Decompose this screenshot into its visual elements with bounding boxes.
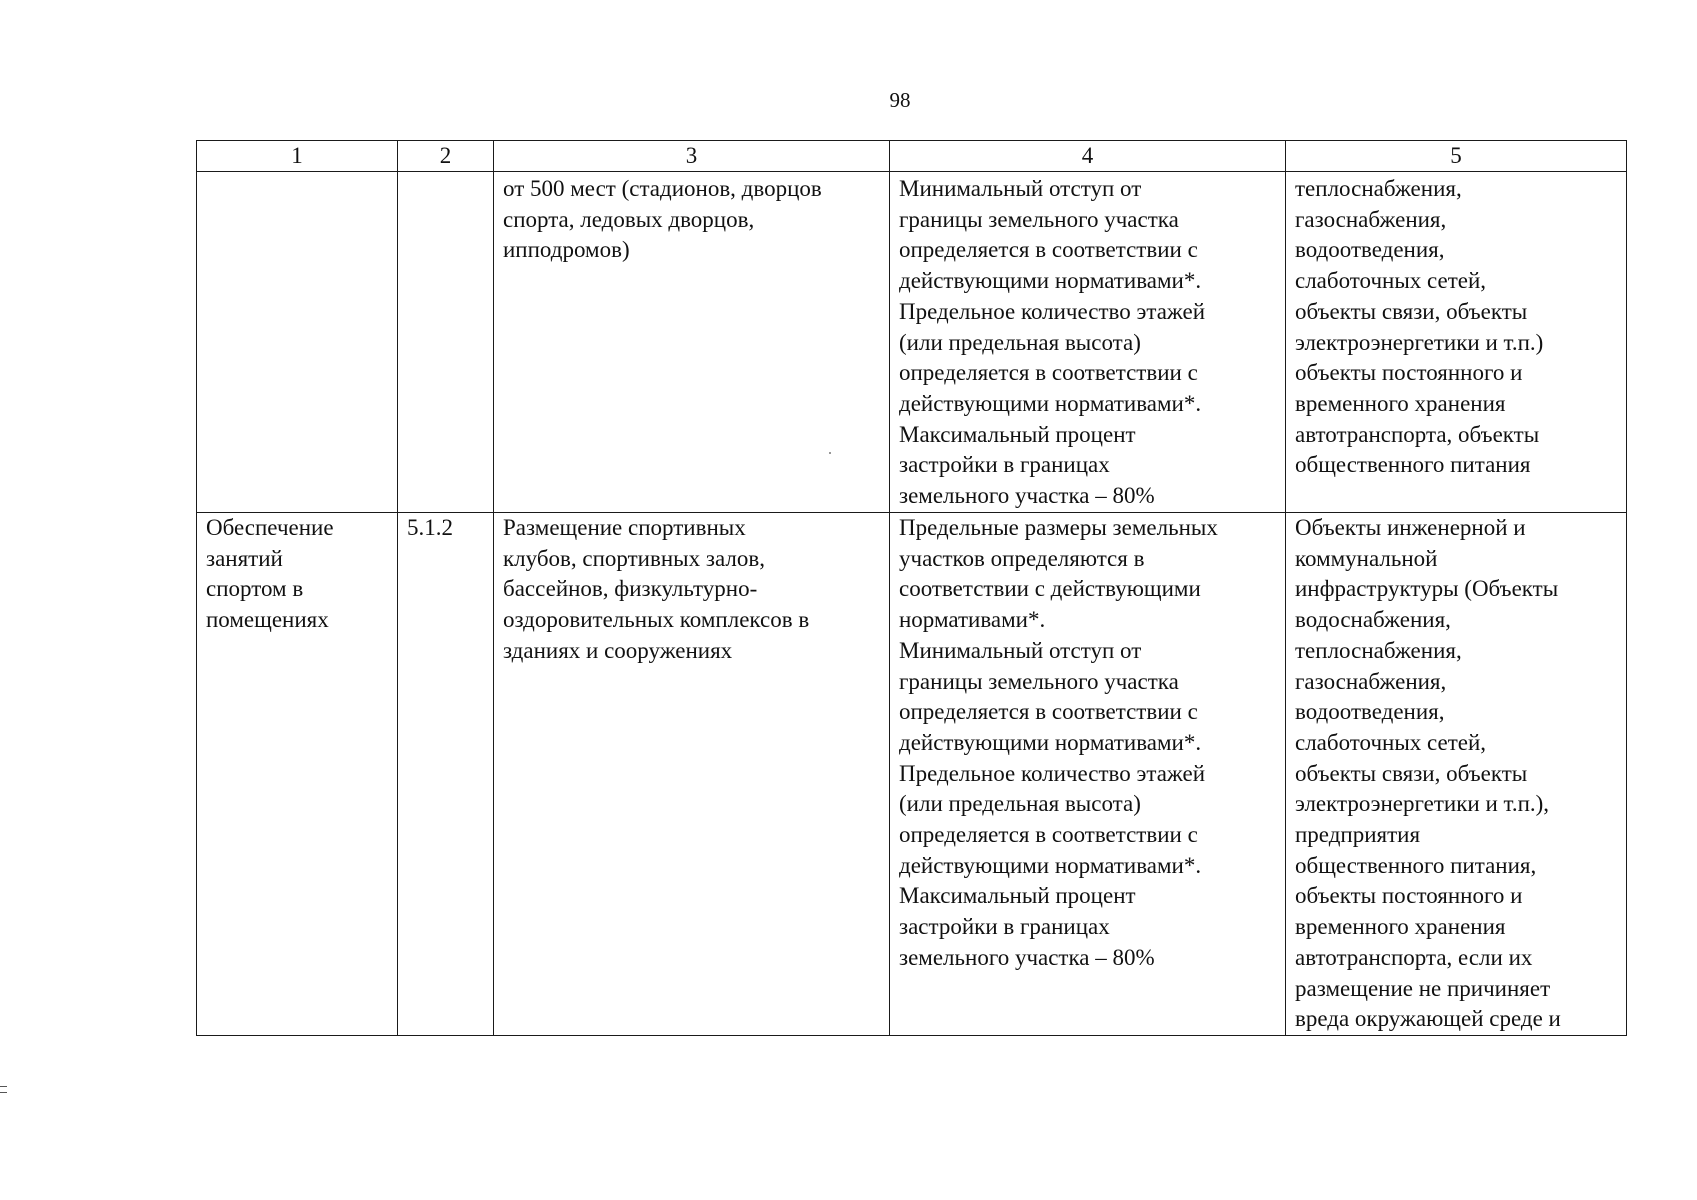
land-use-name-cell bbox=[197, 513, 398, 1036]
auxiliary-uses: теплоснабжения, газоснабжения, водоотведения, слаботочных сетей, объекты связи, объекты электроэнергетики и т.п.) объекты постоянного и временного хранения автотранспорта, объекты общественного питания bbox=[1295, 176, 1544, 478]
column-header-5: 5 bbox=[1286, 141, 1627, 172]
description-cell bbox=[494, 513, 890, 1036]
land-use-name: Обеспечение занятий спортом в помещениях bbox=[206, 515, 334, 633]
header-row bbox=[197, 141, 1627, 172]
building-parameters: Предельные размеры земельных участков определяются в соответствии с действующими нормативами*. Минимальный отступ от границы земельного участка определяется в соответствии с действующими нормативами*. Предельное количество этажей (или предельная высота) определяется в соответствии с действующими нормативами*. Максимальный процент застройки в границах земельного участка – 80% bbox=[899, 515, 1218, 970]
auxiliary-uses-cell bbox=[1286, 513, 1627, 1036]
auxiliary-uses: Объекты инженерной и коммунальной инфраструктуры (Объекты водоснабжения, теплоснабжения, газоснабжения, водоотведения, слаботочных сетей, объекты связи, объекты электроэнергетики и т.п.), предприятия общественного питания, объекты постоянного и временного хранения автотранспорта, если их размещение не причиняет вреда окружающей среде и bbox=[1295, 515, 1561, 1032]
code-cell bbox=[398, 172, 494, 513]
column-header-3: 3 bbox=[494, 141, 890, 172]
parameters-cell bbox=[890, 513, 1286, 1036]
code-cell bbox=[398, 513, 494, 1036]
land-use-name-cell bbox=[197, 172, 398, 513]
column-header-1: 1 bbox=[197, 141, 398, 172]
building-parameters: Минимальный отступ от границы земельного участка определяется в соответствии с действующими нормативами*. Предельное количество этажей (или предельная высота) определяется в соответствии с действующими нормативами*. Максимальный процент застройки в границах земельного участка – 80% bbox=[899, 176, 1206, 509]
column-header-2: 2 bbox=[398, 141, 494, 172]
scan-speck bbox=[829, 452, 831, 454]
land-use-description: Размещение спортивных клубов, спортивных залов, бассейнов, физкультурно- оздоровительных комплексов в зданиях и сооружениях bbox=[503, 515, 810, 663]
land-use-description: от 500 мест (стадионов, дворцов спорта, ледовых дворцов, ипподромов) bbox=[503, 176, 822, 263]
page-number: 98 bbox=[889, 88, 911, 112]
column-header-4: 4 bbox=[890, 141, 1286, 172]
parameters-cell bbox=[890, 172, 1286, 513]
auxiliary-uses-cell bbox=[1286, 172, 1627, 513]
land-use-table bbox=[196, 140, 1627, 1036]
scan-margin-mark bbox=[0, 1086, 7, 1093]
table-row bbox=[197, 172, 1627, 513]
table-row bbox=[197, 513, 1627, 1036]
land-use-code: 5.1.2 bbox=[407, 515, 453, 540]
description-cell bbox=[494, 172, 890, 513]
